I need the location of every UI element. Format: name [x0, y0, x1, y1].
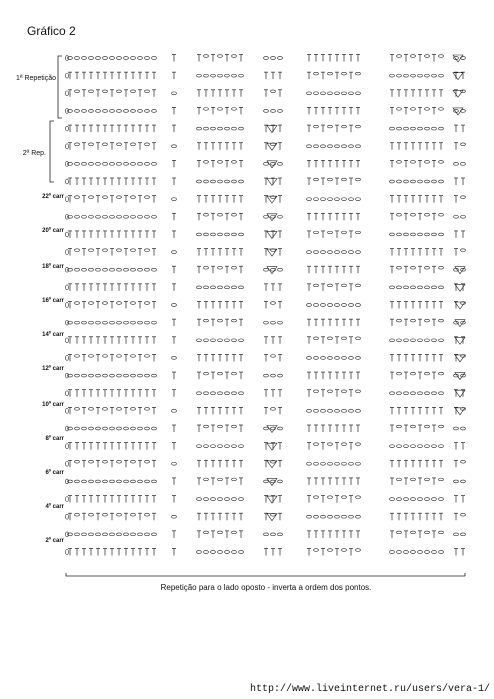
second-repeat-label: 2ª Rep.: [22, 150, 46, 157]
row-label-16: 16º carr: [42, 298, 64, 304]
first-repeat-bracket: [58, 56, 62, 118]
first-repeat-label: 1ª Repetição: [16, 75, 56, 82]
row-label-18: 18º carr: [42, 264, 64, 270]
row-label-20: 20º carr: [42, 228, 64, 234]
source-url: http://www.liveinternet.ru/users/vera-1/: [249, 684, 490, 695]
row-label-22: 22º carr: [42, 194, 64, 200]
repeat-instruction-text: Repetição para o lado oposto - inverta a ordem dos pontos.: [160, 583, 372, 592]
row-label-4: 4º carr: [45, 504, 64, 510]
row-label-2: 2º carr: [45, 538, 64, 544]
row-label-12: 12º carr: [42, 366, 64, 372]
row-label-8: 8º carr: [45, 436, 64, 442]
second-repeat-bracket: [50, 121, 54, 182]
row-label-10: 10º carr: [42, 402, 64, 408]
row-label-6: 6º carr: [45, 470, 64, 476]
bottom-repeat-bracket: [66, 573, 465, 576]
row-label-14: 14º carr: [42, 332, 64, 338]
chart-title: Gráfico 2: [27, 24, 76, 38]
